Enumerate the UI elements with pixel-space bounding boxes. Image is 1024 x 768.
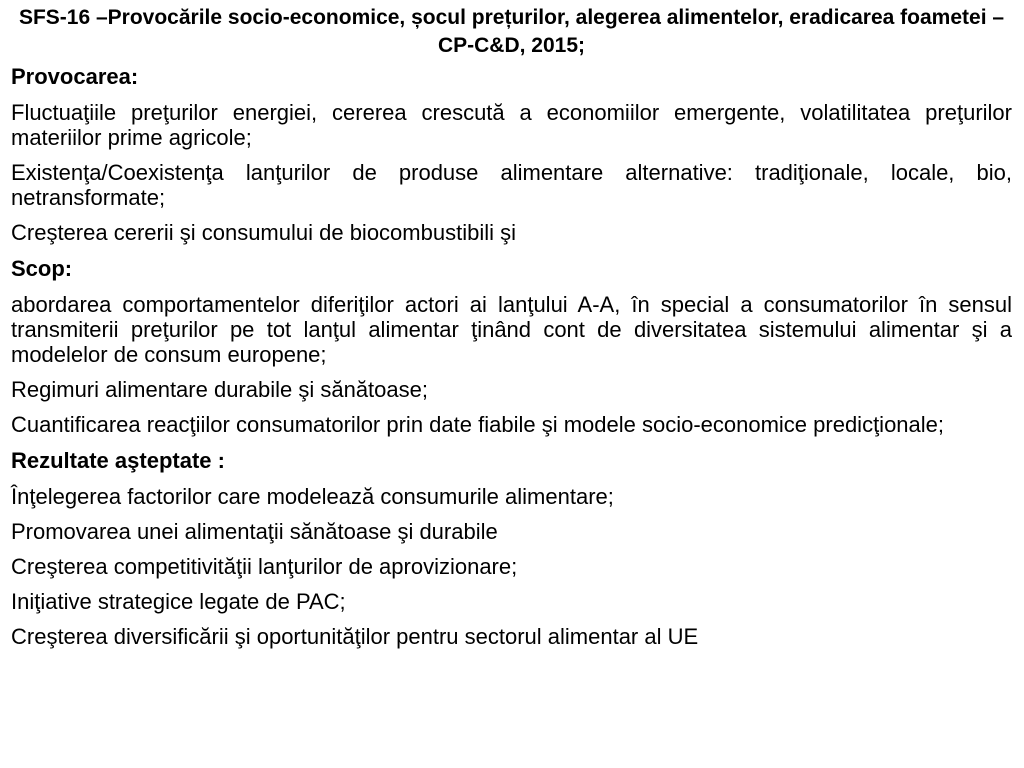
slide-title: SFS-16 –Provocările socio-economice, șocul prețurilor, alegerea alimentelor, eradicarea foametei – CP-C&D, 2015; (18, 6, 1005, 57)
heading-expected-results: Rezultate aşteptate : (11, 448, 225, 473)
scope-item-2: Regimuri alimentare durabile şi sănătoase; (11, 377, 428, 402)
result-item-3: Creşterea competitivităţii lanţurilor de aprovizionare; (11, 554, 518, 579)
result-item-2: Promovarea unei alimentaţii sănătoase şi durabile (11, 519, 498, 544)
scope-item-1: abordarea comportamentelor diferiţilor actori ai lanţului A-A, în special a consumatorilor în sensul transmiterii preţurilor pe tot lanţul alimentar ţinând cont de diversitatea sistemului alimentar şi a modelelor de consum europene; (11, 292, 1012, 367)
heading-scope: Scop: (11, 256, 73, 281)
result-item-1: Înţelegerea factorilor care modelează consumurile alimentare; (11, 484, 614, 509)
challenge-item-2: Existenţa/Coexistenţa lanţurilor de produse alimentare alternative: tradiţionale, locale, bio, netransformate; (11, 160, 1012, 210)
result-item-4: Iniţiative strategice legate de PAC; (11, 589, 346, 614)
heading-challenge: Provocarea: (11, 64, 139, 89)
scope-item-3: Cuantificarea reacţiilor consumatorilor prin date fiabile şi modele socio-economice predicţionale; (11, 412, 945, 437)
challenge-item-1: Fluctuaţiile preţurilor energiei, cererea crescută a economiilor emergente, volatilitatea preţurilor materiilor prime agricole; (11, 100, 1012, 150)
challenge-item-3: Creşterea cererii şi consumului de biocombustibili şi (11, 220, 516, 245)
result-item-5: Creşterea diversificării şi oportunităţilor pentru sectorul alimentar al UE (11, 624, 699, 649)
